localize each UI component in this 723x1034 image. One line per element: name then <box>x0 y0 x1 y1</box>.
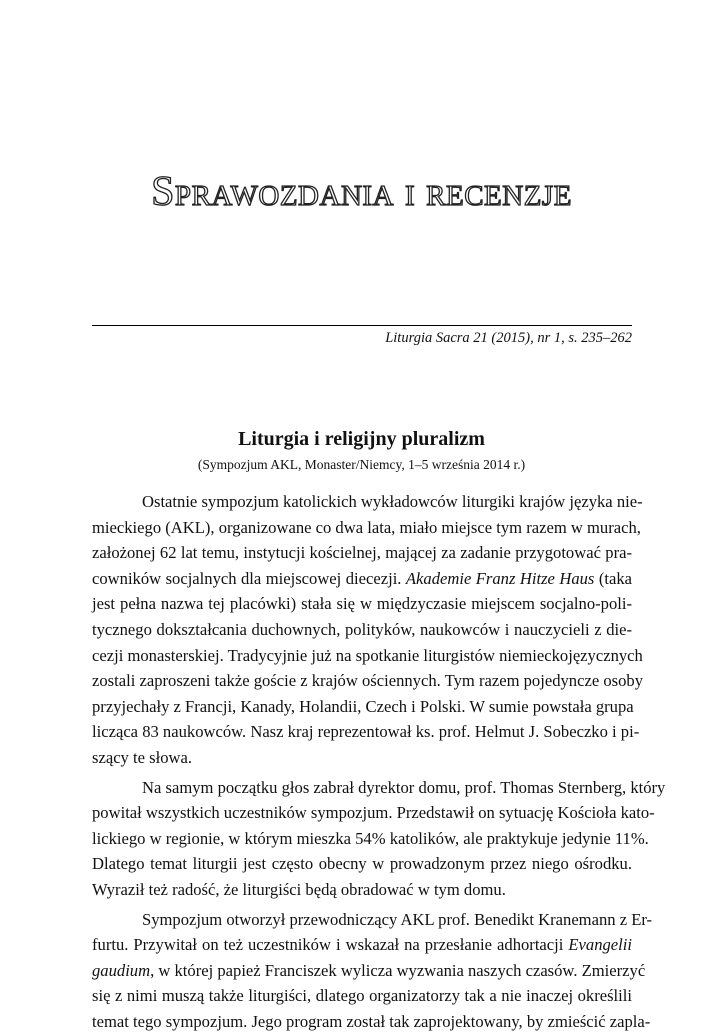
text-line: lickiego w regionie, w którym mieszka 54% katolików, ale praktykuje jedynie 11%. <box>92 826 632 852</box>
text-line: Wyraził też radość, że liturgiści będą obradować w tym domu. <box>92 877 632 903</box>
header-rule <box>92 325 632 326</box>
text-line: cowników socjalnych dla miejscowej diecezji. Akademie Franz Hitze Haus (taka <box>92 566 632 592</box>
text-line: mieckiego (AKL), organizowane co dwa lata, miało miejsce tym razem w murach, <box>92 515 632 541</box>
text-line: Ostatnie sympozjum katolickich wykładowców liturgiki krajów języka nie- <box>92 489 632 515</box>
section-title: Sprawozdania i recenzje <box>0 168 723 216</box>
article-subtitle: (Sympozjum AKL, Monaster/Niemcy, 1–5 września 2014 r.) <box>0 457 723 473</box>
article-body <box>92 489 632 1034</box>
text-line: przyjechały z Francji, Kanady, Holandii, Czech i Polski. W sumie powstała grupa <box>92 694 632 720</box>
text-line: cezji monasterskiej. Tradycyjnie już na spotkanie liturgistów niemieckojęzycznych <box>92 643 632 669</box>
text-line: Sympozjum otworzył przewodniczący AKL prof. Benedikt Kranemann z Er- <box>92 907 632 933</box>
journal-citation: Liturgia Sacra 21 (2015), nr 1, s. 235–262 <box>385 330 632 347</box>
article-title: Liturgia i religijny pluralizm <box>0 428 723 451</box>
paragraph <box>92 775 632 903</box>
text-line: założonej 62 lat temu, instytucji kościelnej, mającej za zadanie przygotować pra- <box>92 540 632 566</box>
text-line: jest pełna nazwa tej placówki) stała się w międzyczasie miejscem socjalno-poli- <box>92 591 632 617</box>
text-line: tycznego dokształcania duchownych, polityków, naukowców i nauczycieli z die- <box>92 617 632 643</box>
text-line: się z nimi muszą także liturgiści, dlatego organizatorzy tak a nie inaczej określili <box>92 983 632 1009</box>
italic-title: Akademie Franz Hitze Haus <box>406 569 594 588</box>
paragraph <box>92 907 632 1034</box>
text-line: temat tego sympozjum. Jego program został tak zaprojektowany, by zmieścić zapla- <box>92 1009 632 1034</box>
text-line: szący te słowa. <box>92 745 632 771</box>
text-line: licząca 83 naukowców. Nasz kraj reprezentował ks. prof. Helmut J. Sobeczko i pi- <box>92 719 632 745</box>
italic-title: gaudium <box>92 961 150 980</box>
text-line: Dlatego temat liturgii jest często obecny w prowadzonym przez niego ośrodku. <box>92 851 632 877</box>
text-line: powitał wszystkich uczestników sympozjum. Przedstawił on sytuację Kościoła kato- <box>92 800 632 826</box>
text-line: gaudium, w której papież Franciszek wylicza wyzwania naszych czasów. Zmierzyć <box>92 958 632 984</box>
italic-title: Evangelii <box>568 935 632 954</box>
text-line: furtu. Przywitał on też uczestników i wskazał na przesłanie adhortacji Evangelii <box>92 932 632 958</box>
text-line: Na samym początku głos zabrał dyrektor domu, prof. Thomas Sternberg, który <box>92 775 632 801</box>
paragraph <box>92 489 632 771</box>
text-line: zostali zaproszeni także goście z krajów ościennych. Tym razem pojedyncze osoby <box>92 668 632 694</box>
